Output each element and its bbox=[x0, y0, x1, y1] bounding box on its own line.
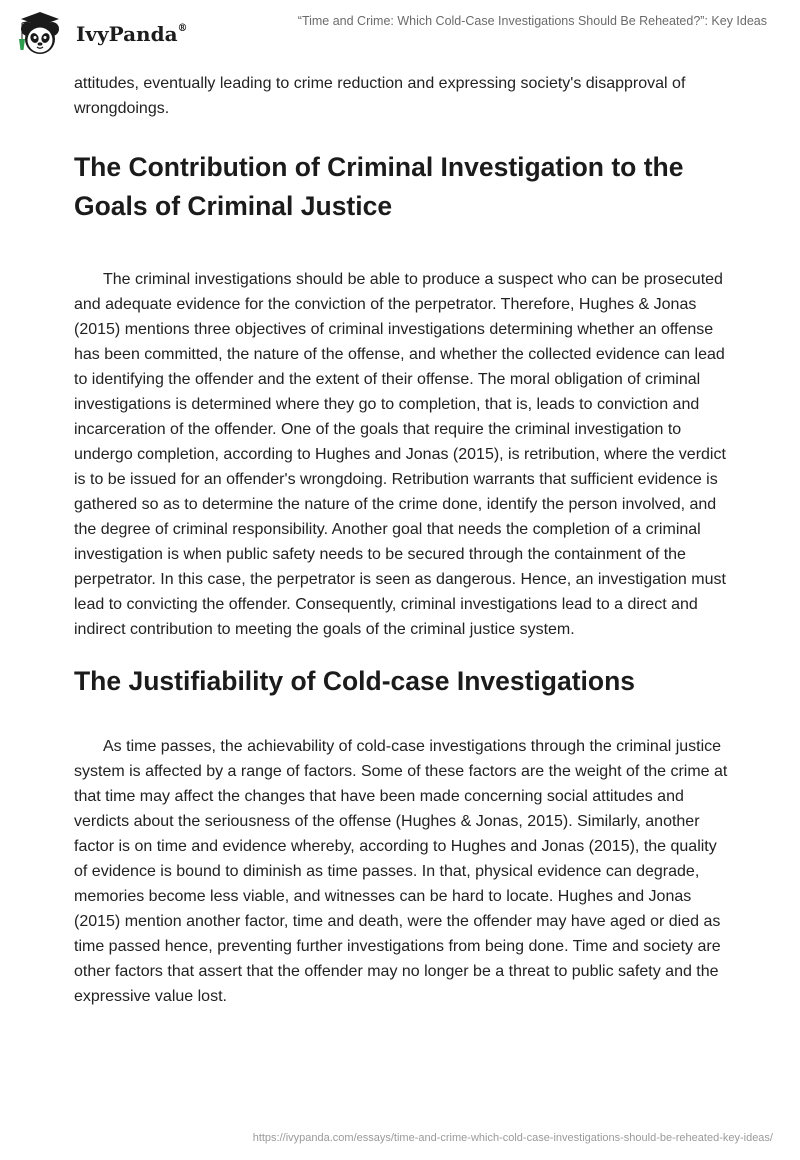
section-heading-contribution: The Contribution of Criminal Investigation to the Goals of Criminal Justice bbox=[74, 152, 684, 221]
logo-wordmark bbox=[76, 22, 188, 46]
intro-paragraph: attitudes, eventually leading to crime reduction and expressing society's disapproval of wrongdoings. bbox=[74, 75, 686, 117]
ivypanda-logo-link[interactable] bbox=[14, 9, 188, 57]
article-body bbox=[74, 71, 734, 1009]
registered-mark: ® bbox=[177, 23, 188, 35]
section-heading-justifiability: The Justifiability of Cold-case Investigations bbox=[74, 666, 636, 696]
paragraph-contribution: The criminal investigations should be able to produce a suspect who can be prosecuted and adequate evidence for the conviction of the perpetrator. Therefore, Hughes & Jonas (2015) mentions three objectives of criminal investigations determining whether an offense has been committed, the nature of the offense, and whether the collected evidence can lead to identifying the offender and the extent of their offense. The moral obligation of criminal investigations is determined where they go to completion, that is, leads to conviction and incarceration of the offender. One of the goals that require the criminal investigation to undergo completion, according to Hughes and Jonas (2015), is retribution, where the verdict is to be issued for an offender's wrongdoing. Retribution warrants that sufficient evidence is gathered so as to determine the nature of the crime done, identify the person involved, and the degree of criminal responsibility. Another goal that needs the completion of a criminal investigation is when public safety needs to be secured through the containment of the perpetrator. In this case, the perpetrator is seen as dangerous. Hence, an investigation must lead to convicting the offender. Consequently, criminal investigations lead to a direct and indirect contribution to meeting the goals of the criminal justice system. bbox=[74, 271, 726, 638]
panda-graduate-icon bbox=[14, 9, 70, 57]
source-url-link[interactable]: https://ivypanda.com/essays/time-and-crime-which-cold-case-investigations-should-be-reheated-key-ideas/ bbox=[252, 1132, 773, 1144]
paragraph-justifiability: As time passes, the achievability of cold-case investigations through the criminal justice system is affected by a range of factors. Some of these factors are the weight of the crime at that time may affect the changes that have been made concerning social attitudes and verdicts about the seriousness of the offense (Hughes & Jonas, 2015). Similarly, another factor is on time and evidence whereby, according to Hughes and Jonas (2015), the quality of evidence is bound to diminish as time passes. In that, physical evidence can degrade, memories become less viable, and witnesses can be hard to locate. Hughes and Jonas (2015) mention another factor, time and death, were the offender may have aged or died as time passed hence, preventing further investigations from being done. Time and society are other factors that assert that the offender may no longer be a threat to public safety and the expressive value lost. bbox=[74, 738, 728, 1005]
document-title: “Time and Crime: Which Cold-Case Investigations Should Be Reheated?”: Key Ideas bbox=[297, 14, 767, 28]
page-header bbox=[0, 0, 800, 68]
logo-text: IvyPanda bbox=[76, 22, 178, 46]
